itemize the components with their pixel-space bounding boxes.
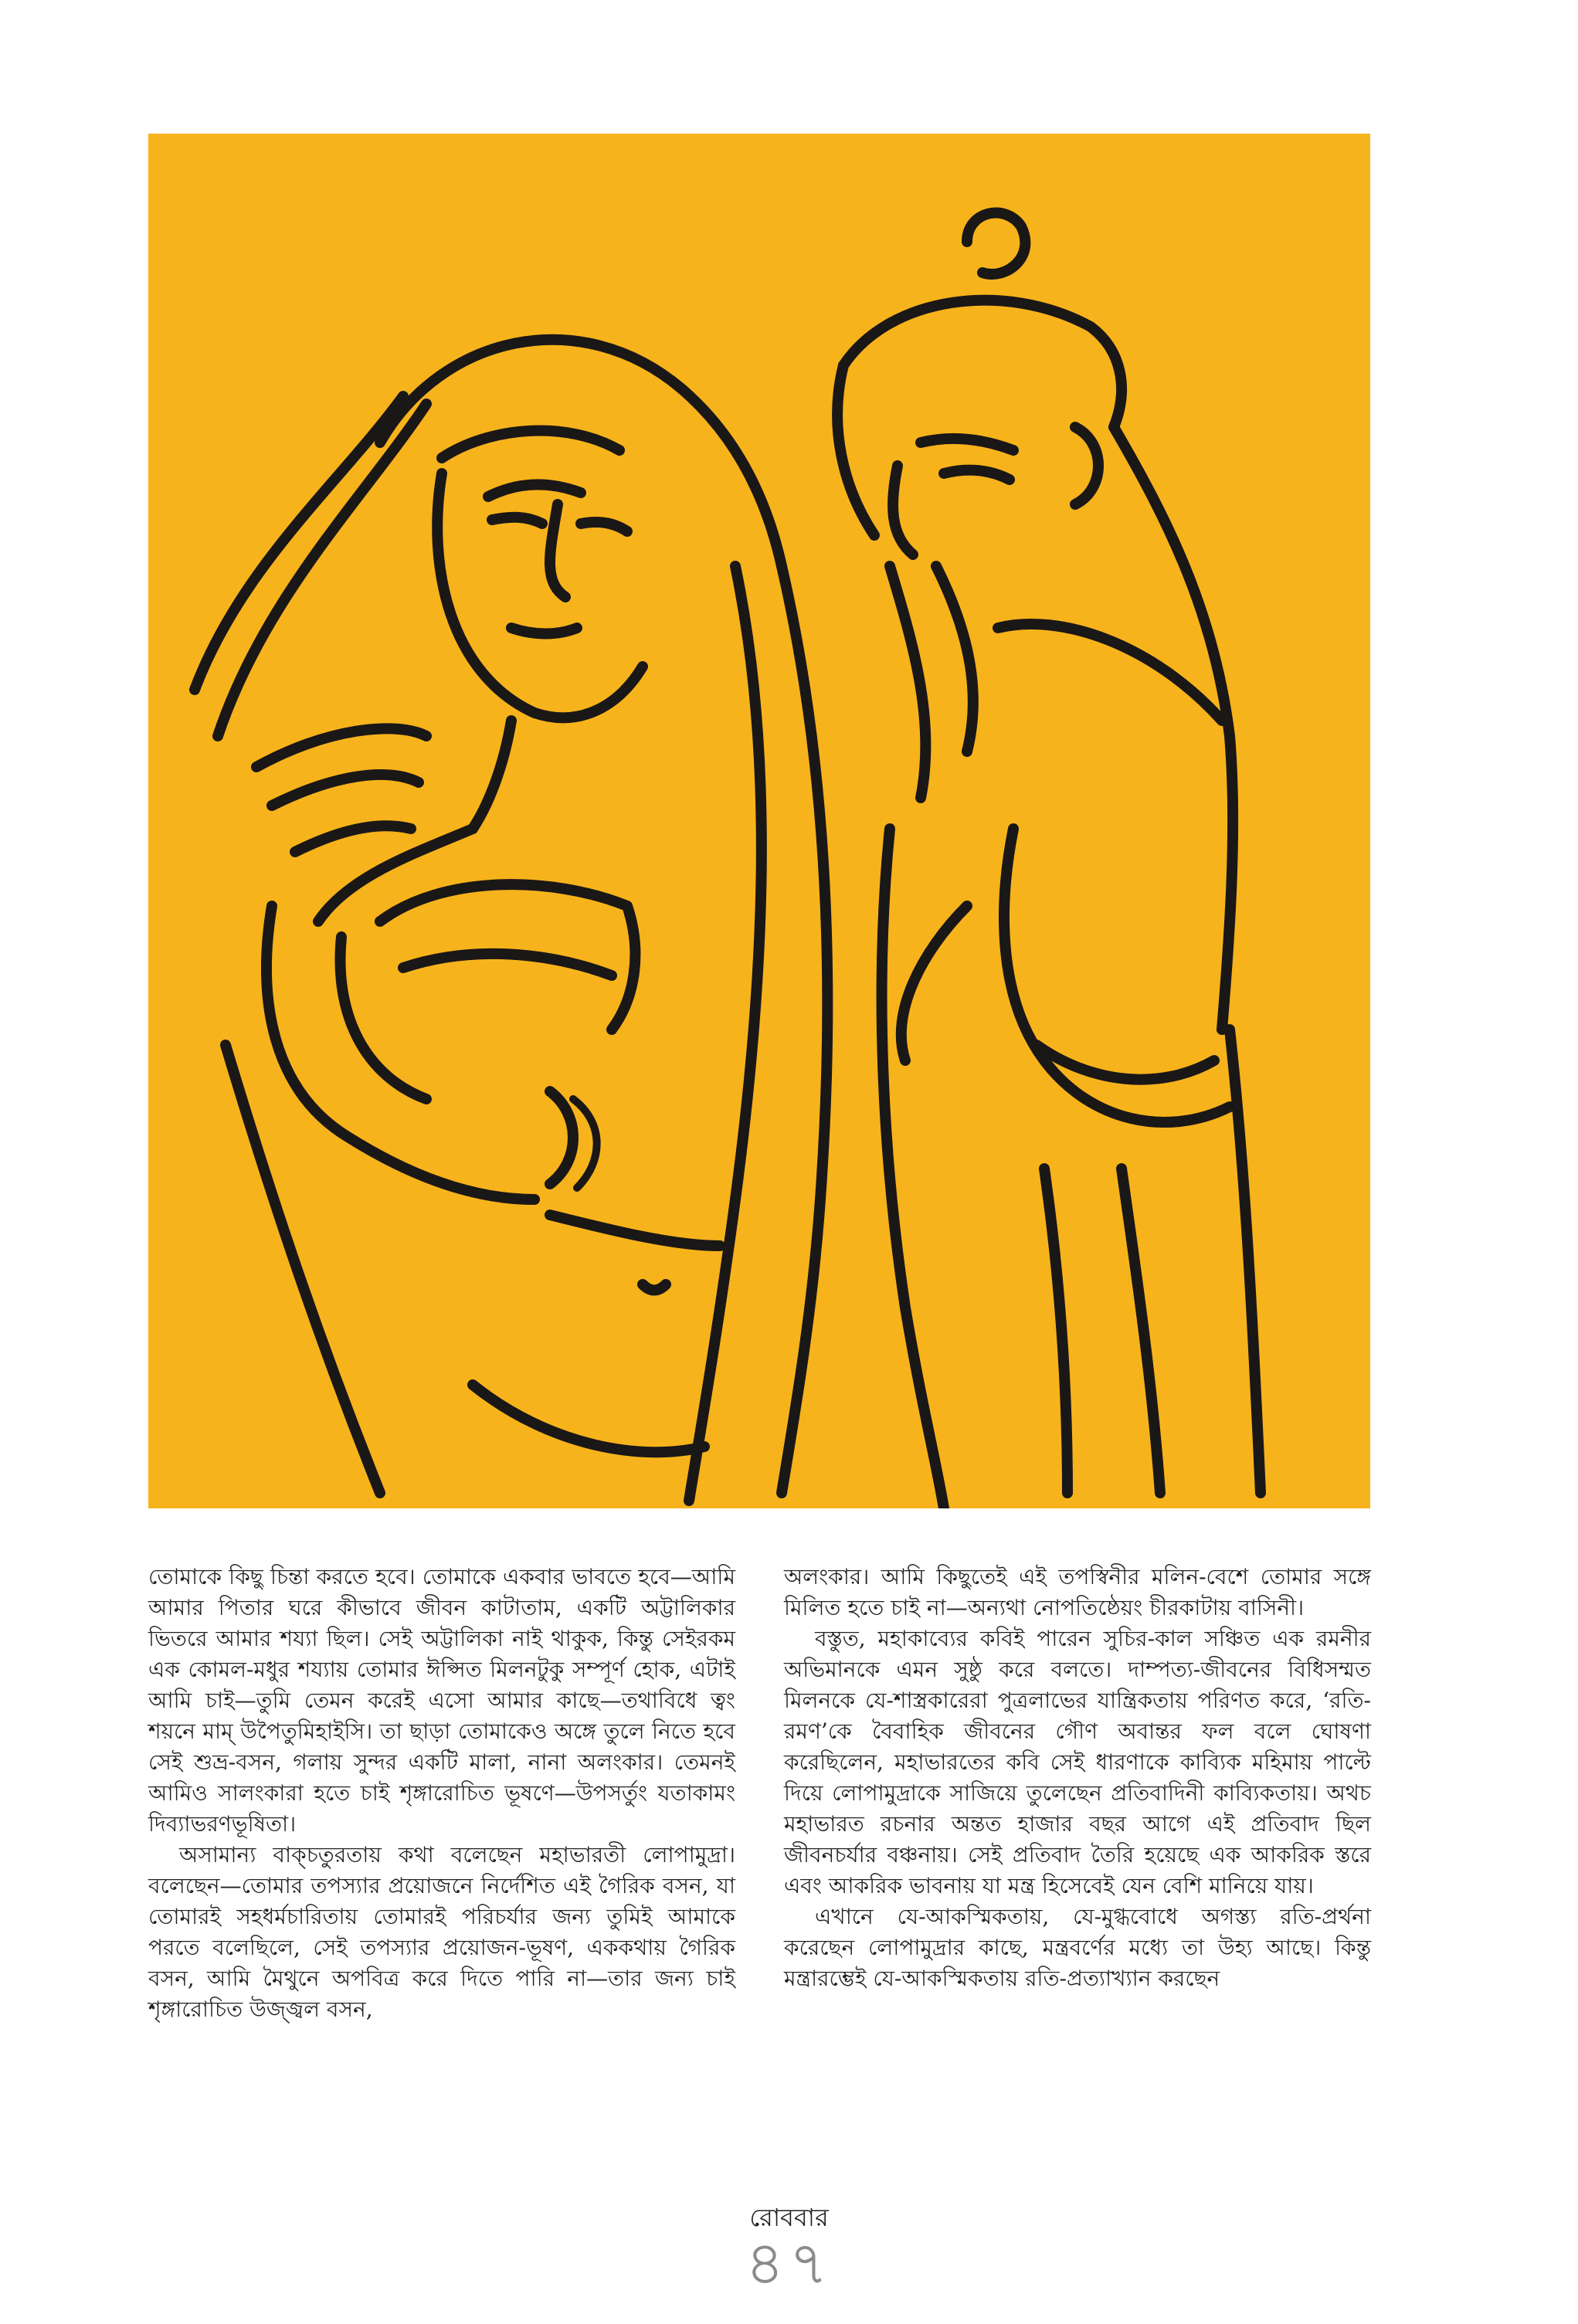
veil-long-inner [689,566,762,1501]
man-beard-2 [936,566,973,751]
woman-bangles [550,1091,573,1184]
man-eye [944,470,1010,480]
woman-eye-left [492,517,542,524]
woman-hand-fingers [256,728,426,767]
line-drawing-couple-icon [148,134,1370,1508]
woman-hand-fingers-3 [295,826,411,852]
man-shoulder [998,624,1222,721]
woman-mouth [511,628,577,634]
woman-brow [488,484,581,497]
man-nose [893,466,913,555]
man-topknot [967,213,1025,274]
woman-waist [550,1215,720,1246]
woman-forehead [442,431,619,458]
left-text-column [148,1562,735,2025]
woman-skirt-fold [473,1385,704,1452]
page-number: ৪৭ [745,2229,833,2299]
woman-skirt-left [226,1045,380,1493]
woman-nose [550,504,565,597]
man-ear [1075,427,1098,504]
illustration-panel [148,134,1370,1508]
man-robe-fold [1044,1169,1067,1493]
woman-hand-fingers-2 [272,775,419,806]
man-robe-front [882,829,944,1508]
right-text-column [784,1562,1371,1994]
man-forehead [837,365,874,535]
man-back [1114,427,1233,1030]
magazine-name: রোববার [749,2203,829,2232]
woman-neck [473,721,511,829]
woman-eye-right [581,522,627,531]
man-robe-back [1230,1030,1261,1493]
left-paragraph-2: অসামান্য বাক্চতুরতায় কথা বলেছেন মহাভারতী লোপামুদ্রা। বলেছেন—তোমার তপস্যার প্রয়োজনে নির্দেশিত এই গৈরিক বসন, যা তোমারই সহধর্মচারিতায় তোমারই পরিচর্যার জন্য তুমিই আমাকে পরতে বলেছিলে, সেই তপস্যার প্রয়োজন-ভূষণ, এককথায় গৈরিক বসন, আমি মৈথুনে অপবিত্র করে দিতে পারি না—তার জন্য চাই শৃঙ্গারোচিত উজ্জ্বল বসন, [148,1842,735,2022]
right-paragraph-1: অলংকার। আমি কিছুতেই এই তপস্বিনীর মলিন-বেশে তোমার সঙ্গে মিলিত হতে চাই না—অন্যথা নোপতিষ্ঠেয়ং চীরকাটায় বাসিনী। [784,1564,1371,1620]
woman-cheek [437,473,643,718]
man-beard [890,566,925,798]
right-paragraph-2: বস্তুত, মহাকাব্যের কবিই পারেন সুচির-কাল সঞ্চিত এক রমনীর অভিমানকে এমন সুষ্ঠু করে বলতে। দাম্পত্য-জীবনের বিধিসম্মত মিলনকে যে-শাস্ত্রকারেরা পুত্রলাভের যান্ত্রিকতায় পরিণত করে, ‘রতি-রমণ’কে বৈবাহিক জীবনের গৌণ অবান্তর ফল বলে ঘোষণা করেছিলেন, মহাভারতের কবি সেই ধারণাকে কাব্যিক মহিমায় পাল্টে দিয়ে লোপামুদ্রাকে সাজিয়ে তুলেছেন প্রতিবাদিনী কাব্যিকতায়। অথচ মহাভারত রচনার অন্তত হাজার বছর আগে এই প্রতিবাদ ছিল জীবনচর্যার বঞ্চনায়। সেই প্রতিবাদ তৈরি হয়েছে এক আকরিক স্তরে এবং আকরিক ভাবনায় যা মন্ত্র হিসেবেই যেন বেশি মানিয়ে যায়। [784,1626,1371,1898]
veil-left-edge [195,396,403,690]
man-hair [843,300,1122,427]
woman-blouse-edge [403,954,612,975]
veil-left-edge-2 [218,404,426,736]
left-paragraph-1: তোমাকে কিছু চিন্তা করতে হবে। তোমাকে একবার ভাবতে হবে—আমি আমার পিতার ঘরে কীভাবে জীবন কাটাতাম, একটি অট্টালিকার ভিতরে আমার শয্যা ছিল। সেই অট্টালিকা নাই থাকুক, কিন্তু সেইরকম এক কোমল-মধুর শয্যায় তোমার ঈপ্সিত মিলনটুকু সম্পূর্ণ হোক, এটাই আমি চাই—তুমি তেমন করেই এসো আমার কাছে—তথাবিধে ত্বং শয়নে মাম্ উপৈতুমিহাইসি। তা ছাড়া তোমাকেও অঙ্গে তুলে নিতে হবে সেই শুভ্র-বসন, গলায় সুন্দর একটি মালা, নানা অলংকার। তেমনই আমিও সালংকারা হতে চাই শৃঙ্গারোচিত ভূষণে—উপসর্তুং যতাকামং দিব্যাভরণভূষিতা। [148,1564,735,1837]
man-robe-fold-2 [1122,1169,1160,1493]
man-arm-2 [901,906,967,1060]
veil-long-right [782,566,827,1493]
woman-navel [643,1284,666,1291]
man-brow [921,439,1013,450]
right-paragraph-3: এখানে যে-আকস্মিকতায়, যে-মুগ্ধবোধে অগস্ত্য রতি-প্রর্থনা করেছেন লোপামুদ্রার কাছে, মন্ত্রবর্ণের মধ্যে তা উহ্য আছে। কিন্তু মন্ত্রারম্ভেই যে-আকস্মিকতায় রতি-প্রত্যাখ্যান করছেন [784,1904,1371,1991]
